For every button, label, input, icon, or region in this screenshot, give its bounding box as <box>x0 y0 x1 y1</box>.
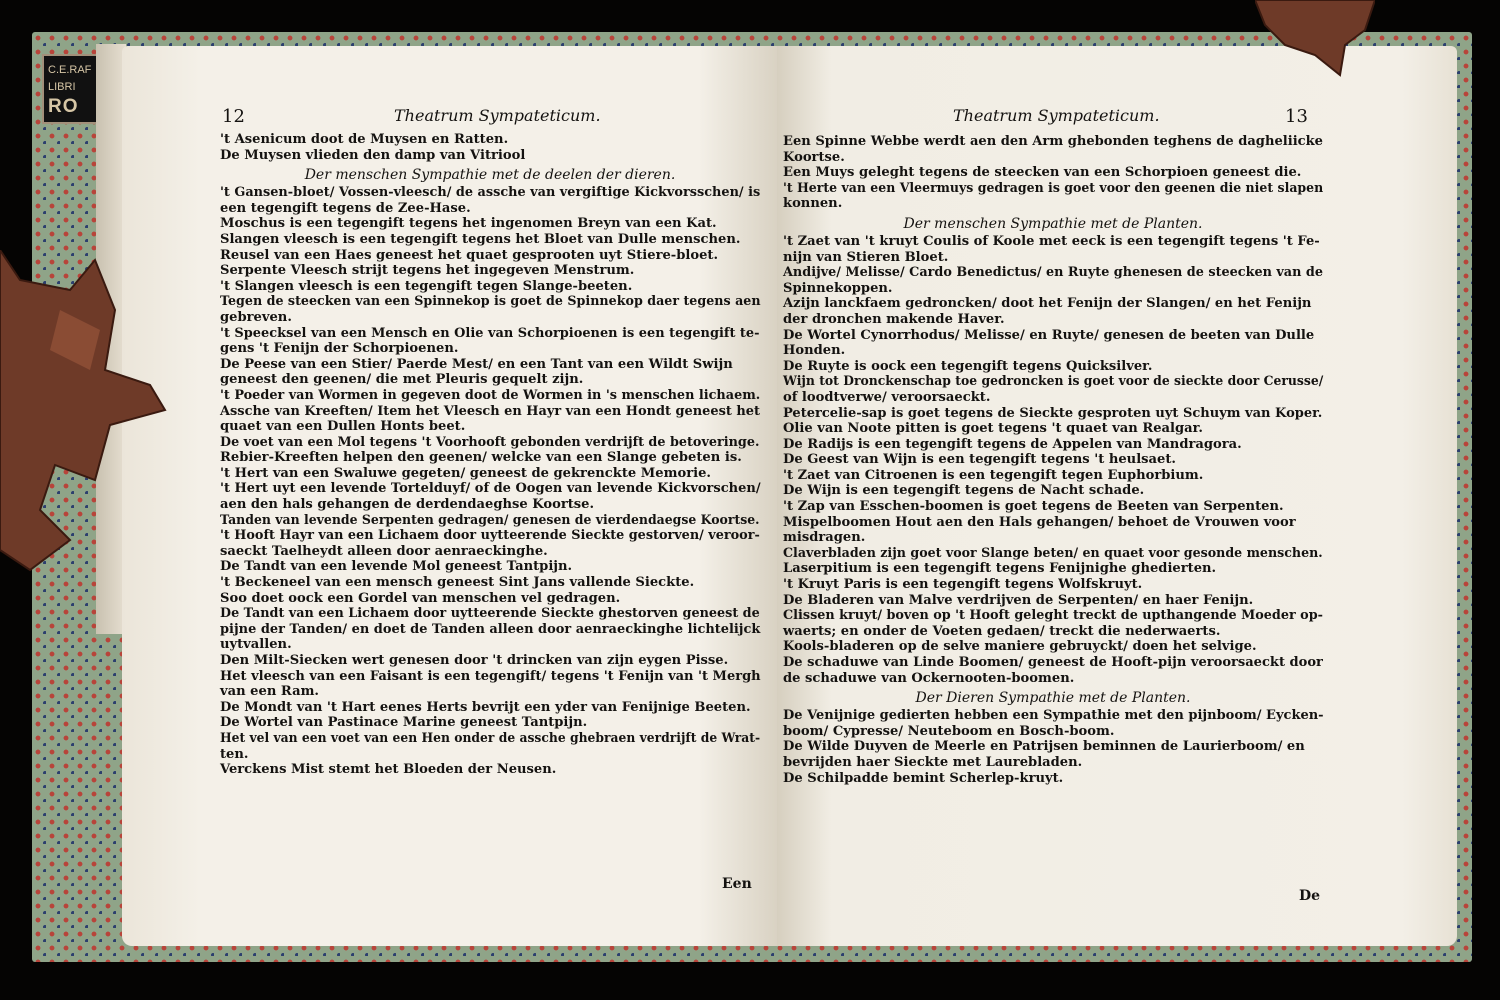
text-line: 't Kruyt Paris is een tegengift tegens Wolfskruyt. <box>783 577 1143 593</box>
text-line: Den Milt-Siecken wert genesen door 't drincken van zijn eygen Pisse. <box>220 653 729 668</box>
text-line: De Schilpadde bemint Scherlep-kruyt. <box>783 770 1064 786</box>
text-line: Tanden van levende Serpenten gedragen/ genesen de vierdendaegse Koortse. <box>220 512 760 528</box>
text-line: 't Hert uyt een levende Tortelduyf/ of de Oogen van levende Kickvorschen/ <box>220 481 761 497</box>
section-heading: Der menschen Sympathie met de deelen der dieren. <box>304 167 676 184</box>
spine-label-line1: C.E.RAF <box>48 64 92 76</box>
text-line: De Wilde Duyven de Meerle en Patrijsen beminnen de Laurierboom/ en <box>783 739 1305 755</box>
text-line: 't Slangen vleesch is een tegengift tegen Slange-beeten. <box>220 278 633 294</box>
page-clip-right <box>1255 0 1375 80</box>
text-line: een tegengift tegens de Zee-Hase. <box>220 200 471 216</box>
text-line: de schaduwe van Ockernooten-boomen. <box>783 670 1075 686</box>
text-line: pijne der Tanden/ en doet de Tanden alleen door aenraeckinghe lichtelijck <box>220 621 761 637</box>
text-line: De Muysen vlieden den damp van Vitriool <box>220 147 526 163</box>
spine-label-line2: LIBRI <box>48 81 76 93</box>
section-heading: Der menschen Sympathie met de Planten. <box>903 215 1203 232</box>
text-line: De Wortel van Pastinace Marine geneest Tantpijn. <box>220 715 588 731</box>
text-line: gebreven. <box>220 309 292 325</box>
text-line: gens 't Fenijn der Schorpioenen. <box>220 341 459 357</box>
text-line: 't Zap van Esschen-boomen is goet tegens de Beeten van Serpenten. <box>783 499 1284 515</box>
text-line: nijn van Stieren Bloet. <box>783 249 949 265</box>
text-line: De voet van een Mol tegens 't Voorhooft gebonden verdrijft de betoveringe. <box>220 434 760 450</box>
text-line: 't Zaet van 't kruyt Coulis of Koole met eeck is een tegengift tegens 't Fe- <box>783 233 1320 249</box>
text-line: Reusel van een Haes geneest het quaet gesprooten uyt Stiere-bloet. <box>220 247 719 263</box>
text-line: Kools-bladeren op de selve maniere gebruyckt/ doen het selvige. <box>783 639 1257 655</box>
text-line: geneest den geenen/ die met Pleuris gequelt zijn. <box>220 372 584 388</box>
text-line: 't Hert van een Swaluwe gegeten/ geneest de gekrenckte Memorie. <box>220 465 711 481</box>
text-line: 't Poeder van Wormen in gegeven doot de Wormen in 's menschen lichaem. <box>220 387 761 403</box>
text-line: 't Zaet van Citroenen is een tegengift tegen Euphorbium. <box>783 467 1204 483</box>
text-line: Serpente Vleesch strijt tegens het ingegeven Menstrum. <box>220 263 635 279</box>
text-line: De Geest van Wijn is een tegengift tegens 't heulsaet. <box>783 452 1176 468</box>
text-line: Soo doet oock een Gordel van menschen vel gedragen. <box>220 590 621 606</box>
right-page-number: 13 <box>1285 106 1308 127</box>
text-line: of loodtverwe/ veroorsaeckt. <box>783 389 991 405</box>
text-line: Olie van Noote pitten is goet tegens 't quaet van Realgar. <box>783 421 1203 437</box>
text-line: aen den hals gehangen de derdendaeghse Koortse. <box>220 497 595 513</box>
text-line: De Bladeren van Malve verdrijven de Serpenten/ en haer Fenijn. <box>783 592 1254 608</box>
right-page-text <box>783 134 1323 786</box>
text-line: Moschus is een tegengift tegens het ingenomen Breyn van een Kat. <box>220 216 717 232</box>
text-line: Clissen kruyt/ boven op 't Hooft geleght treckt de upthangende Moeder op- <box>783 608 1323 624</box>
right-catchword: De <box>1299 888 1321 904</box>
text-line: Laserpitium is een tegengift tegens Fenijnighe ghedierten. <box>783 561 1217 577</box>
text-line: Spinnekoppen. <box>783 280 893 296</box>
text-line: Het vel van een voet van een Hen onder de assche ghebraen verdrijft de Wrat- <box>220 730 761 746</box>
text-line: De Peese van een Stier/ Paerde Mest/ en een Tant van een Wildt Swijn <box>220 356 733 372</box>
text-line: boom/ Cypresse/ Neuteboom en Bosch-boom. <box>783 723 1115 739</box>
right-running-head <box>777 106 1457 132</box>
left-page-text <box>220 132 760 778</box>
spine-label <box>42 54 98 124</box>
left-running-title: Theatrum Sympateticum. <box>394 106 601 125</box>
text-line: der dronchen makende Haver. <box>783 311 1005 327</box>
text-line: Slangen vleesch is een tegengift tegens het Bloet van Dulle menschen. <box>220 231 741 247</box>
text-line: misdragen. <box>783 530 866 546</box>
text-line: 't Beckeneel van een mensch geneest Sint Jans vallende Sieckte. <box>220 575 695 591</box>
text-line: Claverbladen zijn goet voor Slange beten/ en quaet voor gesonde menschen. <box>783 545 1323 561</box>
right-running-title: Theatrum Sympateticum. <box>953 106 1160 125</box>
text-line: De Wortel Cynorrhodus/ Melisse/ en Ruyte/ genesen de beeten van Dulle <box>783 327 1315 343</box>
right-page <box>777 46 1457 946</box>
text-line: 't Gansen-bloet/ Vossen-vleesch/ de assche van vergiftige Kickvorsschen/ is <box>220 185 761 201</box>
text-line: konnen. <box>783 196 843 212</box>
text-line: 't Herte van een Vleermuys gedragen is goet voor den geenen die niet slapen <box>783 180 1324 196</box>
text-line: saeckt Taelheydt alleen door aenraeckinghe. <box>220 543 548 559</box>
text-line: Mispelboomen Hout aen den Hals gehangen/ behoet de Vrouwen voor <box>783 514 1296 530</box>
text-line: De Venijnige gedierten hebben een Sympathie met den pijnboom/ Eycken- <box>783 708 1324 724</box>
text-line: De schaduwe van Linde Boomen/ geneest de Hooft-pijn veroorsaeckt door <box>783 655 1323 670</box>
text-line: Koortse. <box>783 149 845 165</box>
text-line: Een Muys geleght tegens de steecken van een Schorpioen geneest die. <box>783 165 1302 181</box>
text-line: Tegen de steecken van een Spinnekop is goet de Spinnekop daer tegens aen <box>220 294 761 310</box>
text-line: Azijn lanckfaem gedroncken/ doot het Fenijn der Slangen/ en het Fenijn <box>783 296 1312 312</box>
left-page <box>122 46 777 946</box>
text-line: De Tandt van een Lichaem door uytteerende Sieckte ghestorven geneest de <box>220 606 760 622</box>
left-page-number: 12 <box>222 106 245 127</box>
text-line: Verckens Mist stemt het Bloeden der Neusen. <box>220 762 557 778</box>
text-line: bevrijden haer Sieckte met Laurebladen. <box>783 754 1083 770</box>
section-heading: Der Dieren Sympathie met de Planten. <box>915 690 1191 707</box>
text-line: De Mondt van 't Hart eenes Herts bevrijt een yder van Fenijnige Beeten. <box>220 699 751 715</box>
text-line: ten. <box>220 746 249 762</box>
text-line: uytvallen. <box>220 637 292 653</box>
left-running-head <box>122 106 777 132</box>
text-line: quaet van een Dullen Honts beet. <box>220 419 466 435</box>
text-line: Wijn tot Dronckenschap toe gedroncken is goet voor de sieckte door Cerusse/ <box>783 374 1324 390</box>
page-clip-left <box>0 250 170 600</box>
text-line: Andijve/ Melisse/ Cardo Benedictus/ en Ruyte ghenesen de steecken van de <box>783 265 1323 281</box>
text-line: Rebier-Kreeften helpen den geenen/ welcke van een Slange gebeten is. <box>220 450 742 466</box>
text-line: De Radijs is een tegengift tegens de Appelen van Mandragora. <box>783 436 1242 452</box>
text-line: 't Speecksel van een Mensch en Olie van Schorpioenen is een tegengift te- <box>220 325 760 341</box>
text-line: 't Hooft Hayr van een Lichaem door uytteerende Sieckte gestorven/ veroor- <box>220 528 760 544</box>
text-line: Een Spinne Webbe werdt aen den Arm ghebonden teghens de dagheliicke <box>783 134 1323 149</box>
text-line: De Tandt van een levende Mol geneest Tantpijn. <box>220 559 573 575</box>
text-line: van een Ram. <box>220 684 319 700</box>
text-line: waerts; en onder de Voeten gedaen/ treckt die nederwaerts. <box>783 623 1221 639</box>
text-line: Petercelie-sap is goet tegens de Sieckte gesproten uyt Schuym van Koper. <box>783 405 1323 421</box>
text-line: 't Asenicum doot de Muysen en Ratten. <box>220 132 509 147</box>
text-line: Honden. <box>783 343 846 359</box>
spine-label-line3: RO <box>48 96 79 117</box>
text-line: De Wijn is een tegengift tegens de Nacht schade. <box>783 483 1145 499</box>
left-catchword: Een <box>722 876 752 892</box>
text-line: Het vleesch van een Faisant is een tegengift/ tegens 't Fenijn van 't Mergh <box>220 668 761 684</box>
text-line: De Ruyte is oock een tegengift tegens Quicksilver. <box>783 358 1153 374</box>
text-line: Assche van Kreeften/ Item het Vleesch en Hayr van een Hondt geneest het <box>220 403 760 419</box>
